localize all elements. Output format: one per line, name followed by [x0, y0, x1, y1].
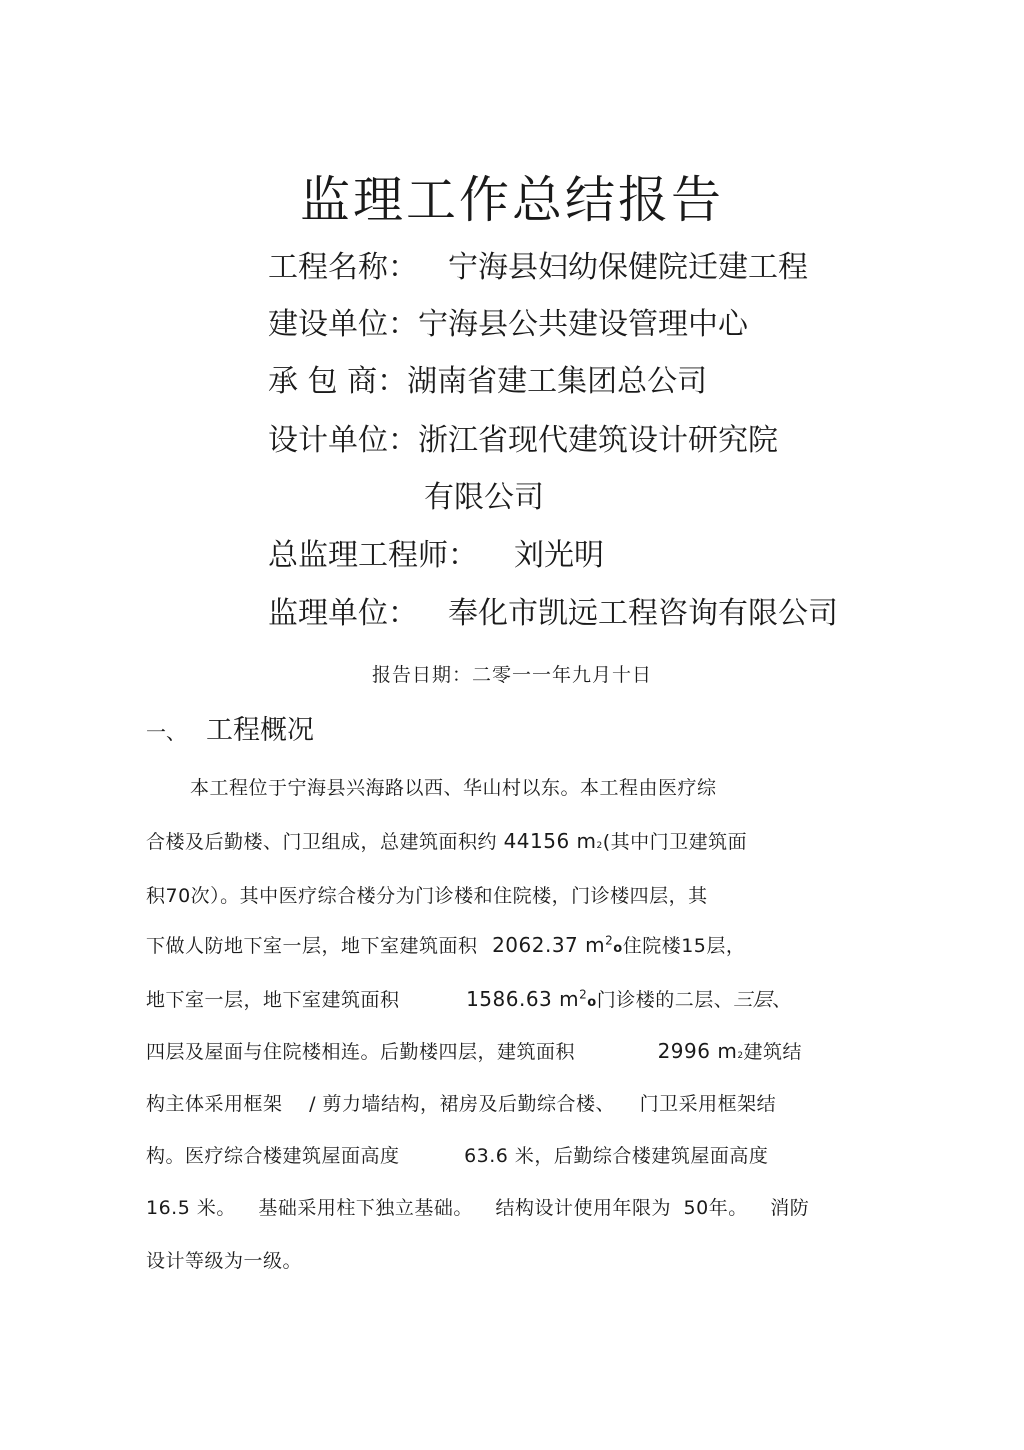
period-mark: o [587, 995, 597, 1010]
supervisor-value: 奉化市凯远工程咨询有限公司 [448, 596, 838, 631]
paragraph-line [146, 1089, 776, 1116]
section-number: 一、 [146, 720, 186, 744]
paragraph-line [146, 1141, 768, 1168]
area-value: 2062.37 m [492, 933, 606, 957]
line-text: 、 [772, 989, 792, 1011]
paragraph-line [146, 827, 747, 854]
line-text: / 剪力墙结构，裙房及后勤综合楼、 [309, 1093, 616, 1115]
line-text: 基础采用柱下独立基础。 [258, 1197, 473, 1219]
chief-engineer-value: 刘光明 [514, 538, 604, 573]
area-unit-superscript: 2 [605, 933, 614, 948]
line-text: 消防 [770, 1197, 810, 1219]
designer-row [268, 421, 778, 461]
area-unit-superscript: 2 [596, 841, 603, 851]
line-text: 构。医疗综合楼建筑屋面高度 [146, 1145, 400, 1167]
area-value: 2996 m [657, 1039, 738, 1063]
designer-row-continued [424, 478, 544, 518]
area-value: 1586.63 m [466, 987, 580, 1011]
designer-value-line2: 有限公司 [424, 480, 544, 515]
line-text: 住院楼15层， [622, 935, 746, 957]
height-value: 16.5 米。 [146, 1197, 236, 1219]
line-text-italic: 三层 [733, 989, 773, 1011]
paragraph-line [146, 881, 708, 908]
line-text: 地下室一层，地下室建筑面积 [146, 989, 400, 1011]
height-value: 63.6 米，后勤综合楼建筑屋面高度 [464, 1145, 769, 1167]
section-title: 工程概况 [206, 715, 314, 746]
supervisor-row [268, 594, 838, 634]
paragraph-line [146, 931, 745, 958]
line-text: 四层及屋面与住院楼相连。后勤楼四层，建筑面积 [146, 1041, 576, 1063]
line-text: 构主体采用框架 [146, 1093, 283, 1115]
line-text: 下做人防地下室一层，地下室建筑面积 [146, 935, 478, 957]
owner-value: 宁海县公共建设管理中心 [418, 307, 748, 342]
line-text: (其中门卫建筑面 [602, 831, 748, 853]
report-date: 报告日期：二零一一年九月十日 [371, 664, 652, 686]
line-text: 积70次）。其中医疗综合楼分为门诊楼和住院楼，门诊楼四层，其 [146, 885, 708, 907]
owner-label: 建设单位： [268, 307, 418, 342]
chief-engineer-row [268, 536, 604, 576]
designer-value-line1: 浙江省现代建筑设计研究院 [418, 423, 778, 458]
line-text: 结构设计使用年限为 [495, 1197, 671, 1219]
paragraph-line [146, 985, 792, 1012]
designer-label: 设计单位： [268, 423, 418, 458]
supervisor-label: 监理单位： [268, 596, 418, 631]
project-name-label: 工程名称： [268, 250, 418, 285]
paragraph-line [146, 1037, 802, 1064]
section-heading [146, 708, 314, 747]
line-text: 设计等级为一级。 [146, 1250, 303, 1272]
line-text: 合楼及后勤楼、门卫组成，总建筑面积约 [146, 831, 498, 853]
line-text: 门卫采用框架结 [639, 1093, 777, 1115]
project-name-value: 宁海县妇幼保健院迁建工程 [448, 250, 808, 285]
paragraph-line [146, 1193, 809, 1220]
area-unit-superscript: 2 [737, 1051, 744, 1061]
owner-row [268, 305, 748, 345]
years-value: 50年。 [683, 1197, 748, 1219]
area-value: 44156 m [503, 829, 597, 853]
contractor-row [268, 362, 707, 402]
contractor-label: 承 包 商： [268, 364, 408, 399]
area-unit-superscript: 2 [579, 987, 588, 1002]
page-title: 监理工作总结报告 [300, 171, 724, 229]
contractor-value: 湖南省建工集团总公司 [407, 364, 708, 399]
chief-engineer-label: 总监理工程师： [268, 538, 478, 573]
line-text: 本工程位于宁海县兴海路以西、华山村以东。本工程由医疗综 [190, 777, 717, 799]
paragraph-line [146, 1246, 302, 1273]
project-name-row [268, 248, 808, 288]
line-text: 门诊楼的二层、 [596, 989, 734, 1011]
paragraph-line [190, 773, 717, 800]
period-mark: o [613, 941, 623, 956]
line-text: 建筑结 [743, 1041, 803, 1063]
